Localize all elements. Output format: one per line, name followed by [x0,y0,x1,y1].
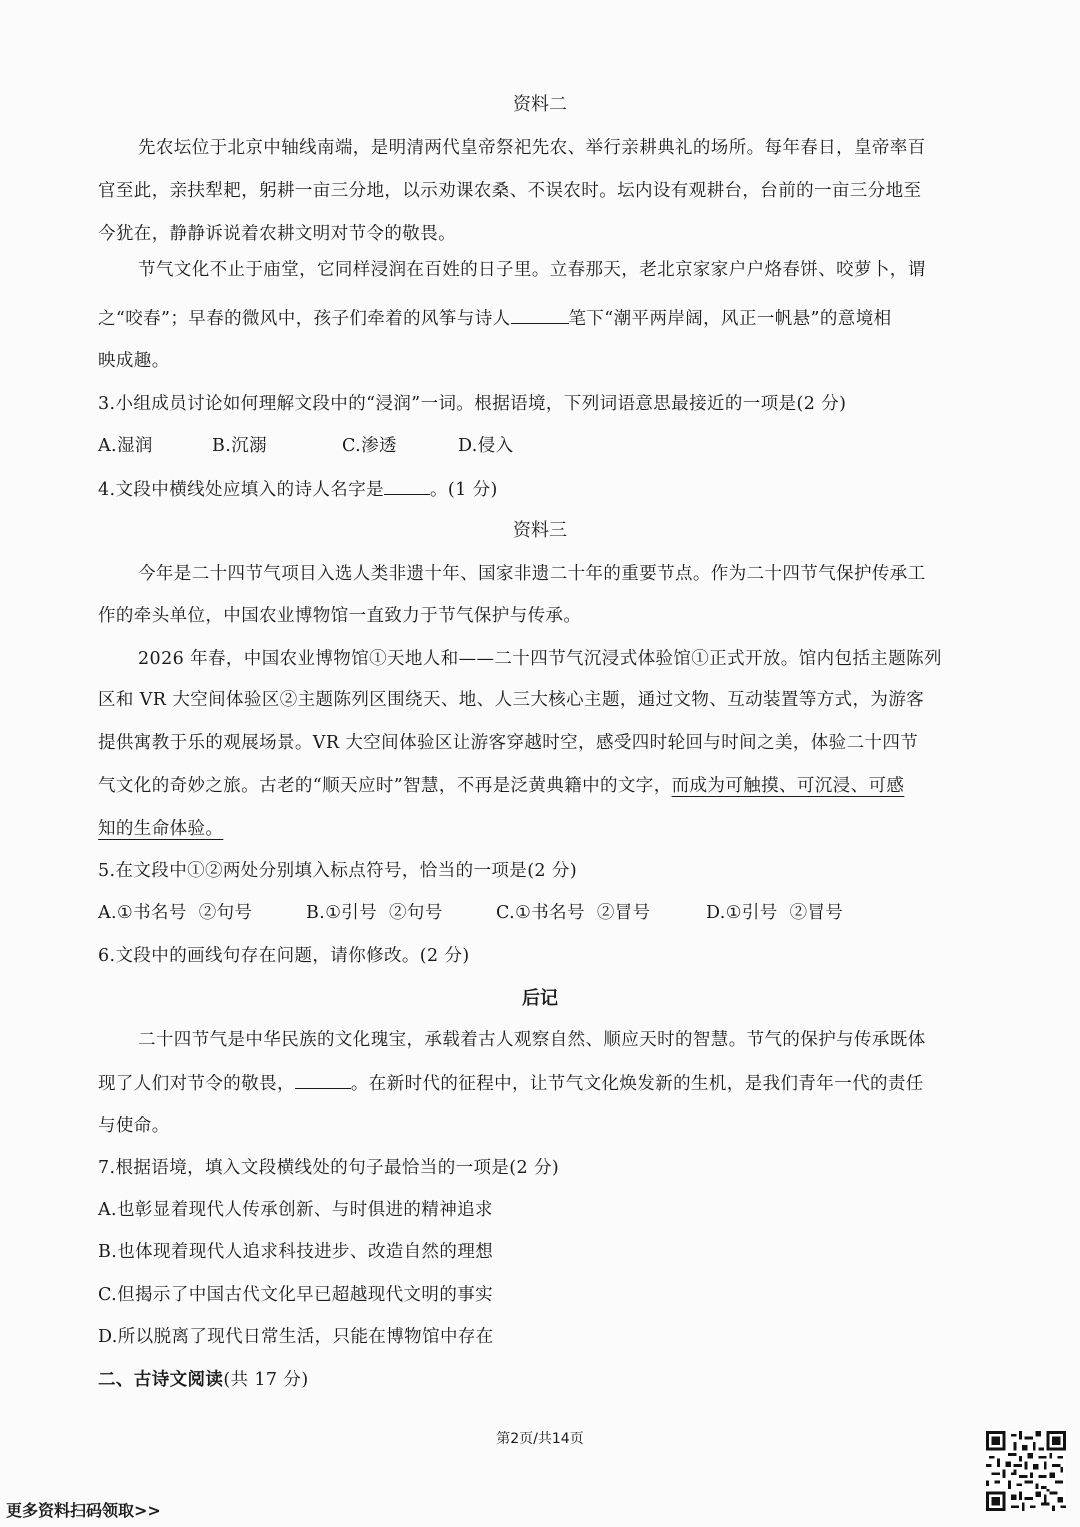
option-d: D.侵入 [458,436,514,456]
question-4-stem [98,476,978,503]
underlined-sentence: 而成为可触摸、可沉浸、可感 [671,776,905,796]
text-segment: 4.文段中横线处应填入的诗人名字是 [98,480,384,500]
question-5-options [98,900,978,926]
text-segment: 之“咬春”；早春的微风中，孩子们牵着的风筝与诗人 [98,309,511,329]
question-6-stem: 6.文段中的画线句存在问题，请你修改。(2 分) [98,946,470,966]
option-a: A.湿润 [98,436,153,456]
option-c: C.但揭示了中国古代文化早已超越现代文明的事实 [98,1285,494,1305]
paragraph-line: 提供寓教于乐的观展场景。VR 大空间体验区让游客穿越时空，感受四时轮回与时间之美，体验二十四节 [98,733,919,753]
option-c: C.渗透 [342,436,397,456]
option-b: B.沉溺 [212,436,268,456]
option-b: B.也体现着现代人追求科技进步、改造自然的理想 [98,1242,494,1262]
paragraph-line: 区和 VR 大空间体验区②主题陈列区围绕天、地、人三大核心主题，通过文物、互动装置等方式，为游客 [98,690,925,710]
text-segment: 笔下“潮平两岸阔，风正一帆悬”的意境相 [568,309,892,329]
question-5-stem: 5.在文段中①②两处分别填入标点符号，恰当的一项是(2 分) [98,861,578,881]
material2-title: 资料二 [513,94,567,115]
paragraph-line: 2026 年春，中国农业博物馆①天地人和——二十四节气沉浸式体验馆①正式开放。馆内包括主题陈列 [138,649,942,669]
fill-blank [295,1070,351,1089]
text-segment: 现了人们对节令的敬畏， [98,1074,295,1094]
text-segment: 。在新时代的征程中，让节气文化焕发新的生机，是我们青年一代的责任 [350,1074,924,1094]
paragraph-line [98,816,978,842]
option-d: D.①引号 ②冒号 [706,903,844,923]
paragraph-line: 今年是二十四节气项目入选人类非遗十年、国家非遗二十年的重要节点。作为二十四节气保护传承工 [138,564,926,584]
paragraph-line: 节气文化不止于庙堂，它同样浸润在百姓的日子里。立春那天，老北京家家户户烙春饼、咬萝卜，谓 [138,260,926,280]
paragraph-line: 与使命。 [98,1116,170,1136]
question-3-stem: 3.小组成员讨论如何理解文段中的“浸润”一词。根据语境，下列词语意思最接近的一项是(2 分) [98,394,847,414]
option-a: A.①书名号 ②句号 [98,903,253,923]
page-number: 第2页/共14页 [496,1431,584,1447]
option-a: A.也彰显着现代人传承创新、与时俱进的精神追求 [98,1200,493,1220]
question-7-stem: 7.根据语境，填入文段横线处的句子最恰当的一项是(2 分) [98,1158,560,1178]
paragraph-line: 作的牵头单位，中国农业博物馆一直致力于节气保护与传承。 [98,606,582,626]
paragraph-line: 官至此，亲扶犁耙，躬耕一亩三分地，以示劝课农桑、不误农时。坛内设有观耕台，台前的一亩三分地至 [98,181,922,201]
underlined-sentence: 知的生命体验。 [98,819,224,839]
paragraph-line: 二十四节气是中华民族的文化瑰宝，承载着古人观察自然、顺应天时的智慧。节气的保护与传承既体 [138,1030,926,1050]
fill-blank [384,476,430,495]
paragraph-line: 今犹在，静静诉说着农耕文明对节令的敬畏。 [98,224,456,244]
section-2-title: 二、古诗文阅读 [98,1370,224,1390]
paragraph-line: 先农坛位于北京中轴线南端，是明清两代皇帝祭祀先农、举行亲耕典礼的场所。每年春日，皇帝率百 [138,138,926,158]
option-b: B.①引号 ②句号 [306,903,443,923]
option-d: D.所以脱离了现代日常生活，只能在博物馆中存在 [98,1327,494,1347]
afterword-title: 后记 [522,988,558,1009]
material3-title: 资料三 [513,520,567,541]
paragraph-line: 映成趣。 [98,351,170,371]
paragraph-line [98,305,978,332]
fill-blank [511,305,569,324]
text-segment: 。(1 分) [430,480,498,500]
option-c: C.①书名号 ②冒号 [496,903,651,923]
qr-code-icon[interactable] [986,1431,1066,1511]
text-segment: 气文化的奇妙之旅。古老的“顺天应时”智慧，不再是泛黄典籍中的文字， [98,776,672,796]
paragraph-line [98,773,978,799]
section-2-points: (共 17 分) [223,1370,309,1390]
section-2-heading [98,1367,978,1393]
more-resources-link[interactable]: 更多资料扫码领取>> [6,1501,161,1520]
paragraph-line [98,1070,978,1097]
question-3-options [98,433,978,459]
